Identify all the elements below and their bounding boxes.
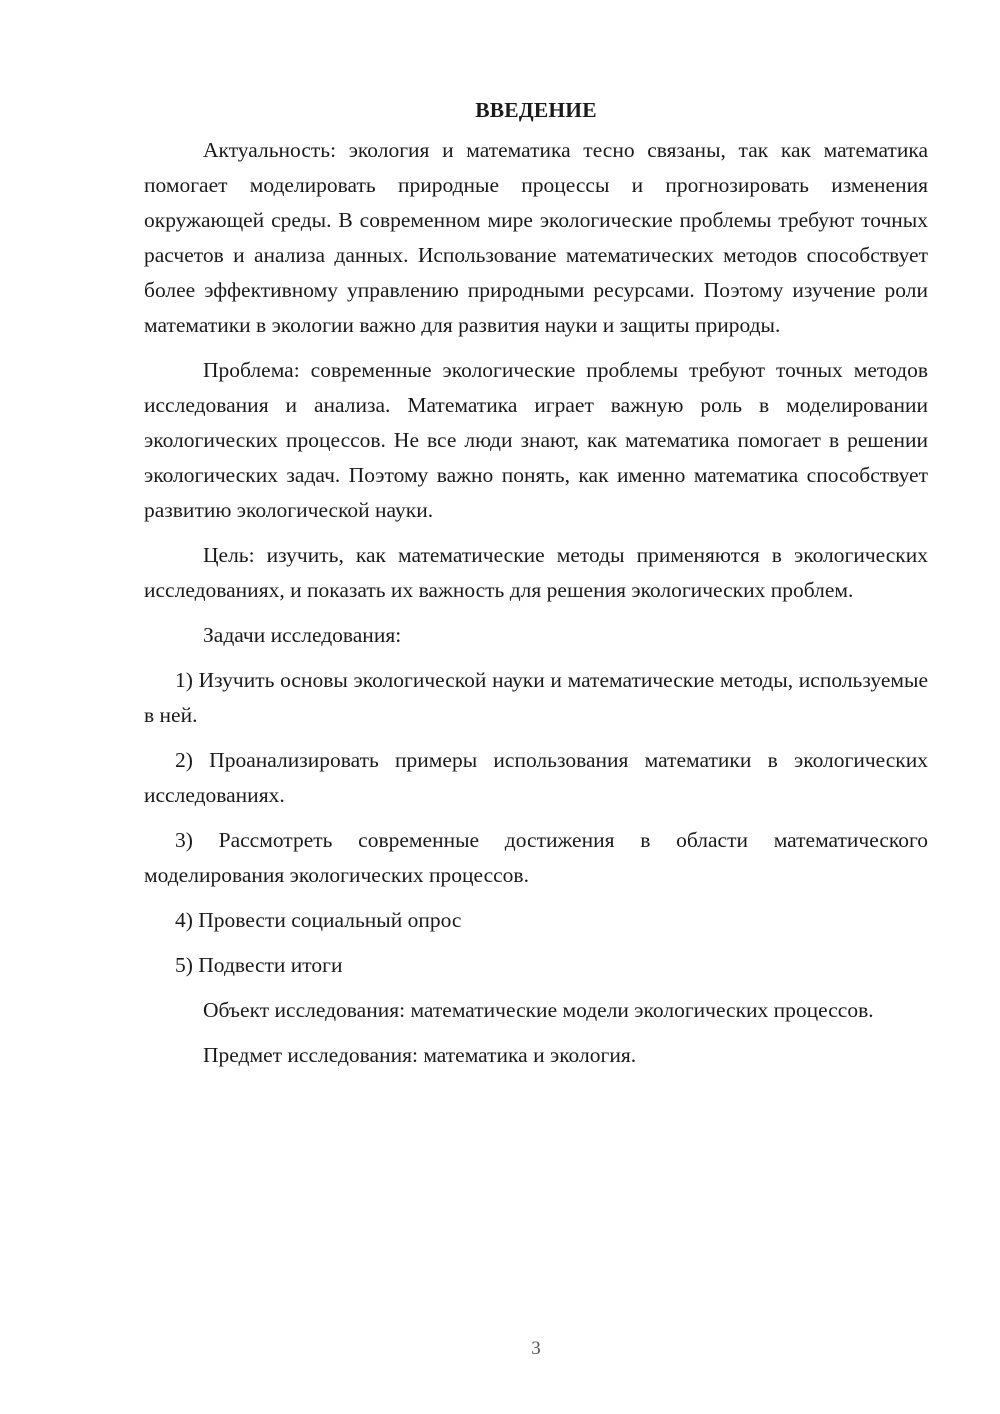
task-item-3: 3) Рассмотреть современные достижения в области математического моделирования экологических процессов. xyxy=(144,828,928,887)
task-item-4: 4) Провести социальный опрос xyxy=(175,908,462,932)
paragraph-relevance: Актуальность: экология и математика тесно связаны, так как математика помогает моделировать природные процессы и прогнозировать изменения окружающей среды. В современном мире экологические проблемы требуют точных расчетов и анализа данных. Использование математических методов способствует более эффективному управлению природными ресурсами. Поэтому изучение роли математики в экологии важно для развития науки и защиты природы. xyxy=(144,138,928,337)
page-number: 3 xyxy=(531,1338,541,1359)
task-item-1: 1) Изучить основы экологической науки и математические методы, используемые в ней. xyxy=(144,668,928,727)
paragraph-goal: Цель: изучить, как математические методы применяются в экологических исследованиях, и показать их важность для решения экологических проблем. xyxy=(144,543,928,602)
paragraph-object: Объект исследования: математические модели экологических процессов. xyxy=(203,998,874,1022)
paragraph-problem: Проблема: современные экологические проблемы требуют точных методов исследования и анализа. Математика играет важную роль в моделировании экологических процессов. Не все люди знают, как математика помогает в решении экологических задач. Поэтому важно понять, как именно математика способствует развитию экологической науки. xyxy=(144,358,928,522)
section-title: ВВЕДЕНИЕ xyxy=(475,98,597,122)
page-body xyxy=(144,92,928,1073)
task-item-5: 5) Подвести итоги xyxy=(175,953,343,977)
task-item-2: 2) Проанализировать примеры использования математики в экологических исследованиях. xyxy=(144,748,928,807)
paragraph-subject: Предмет исследования: математика и экология. xyxy=(203,1043,637,1067)
tasks-heading: Задачи исследования: xyxy=(203,623,402,647)
